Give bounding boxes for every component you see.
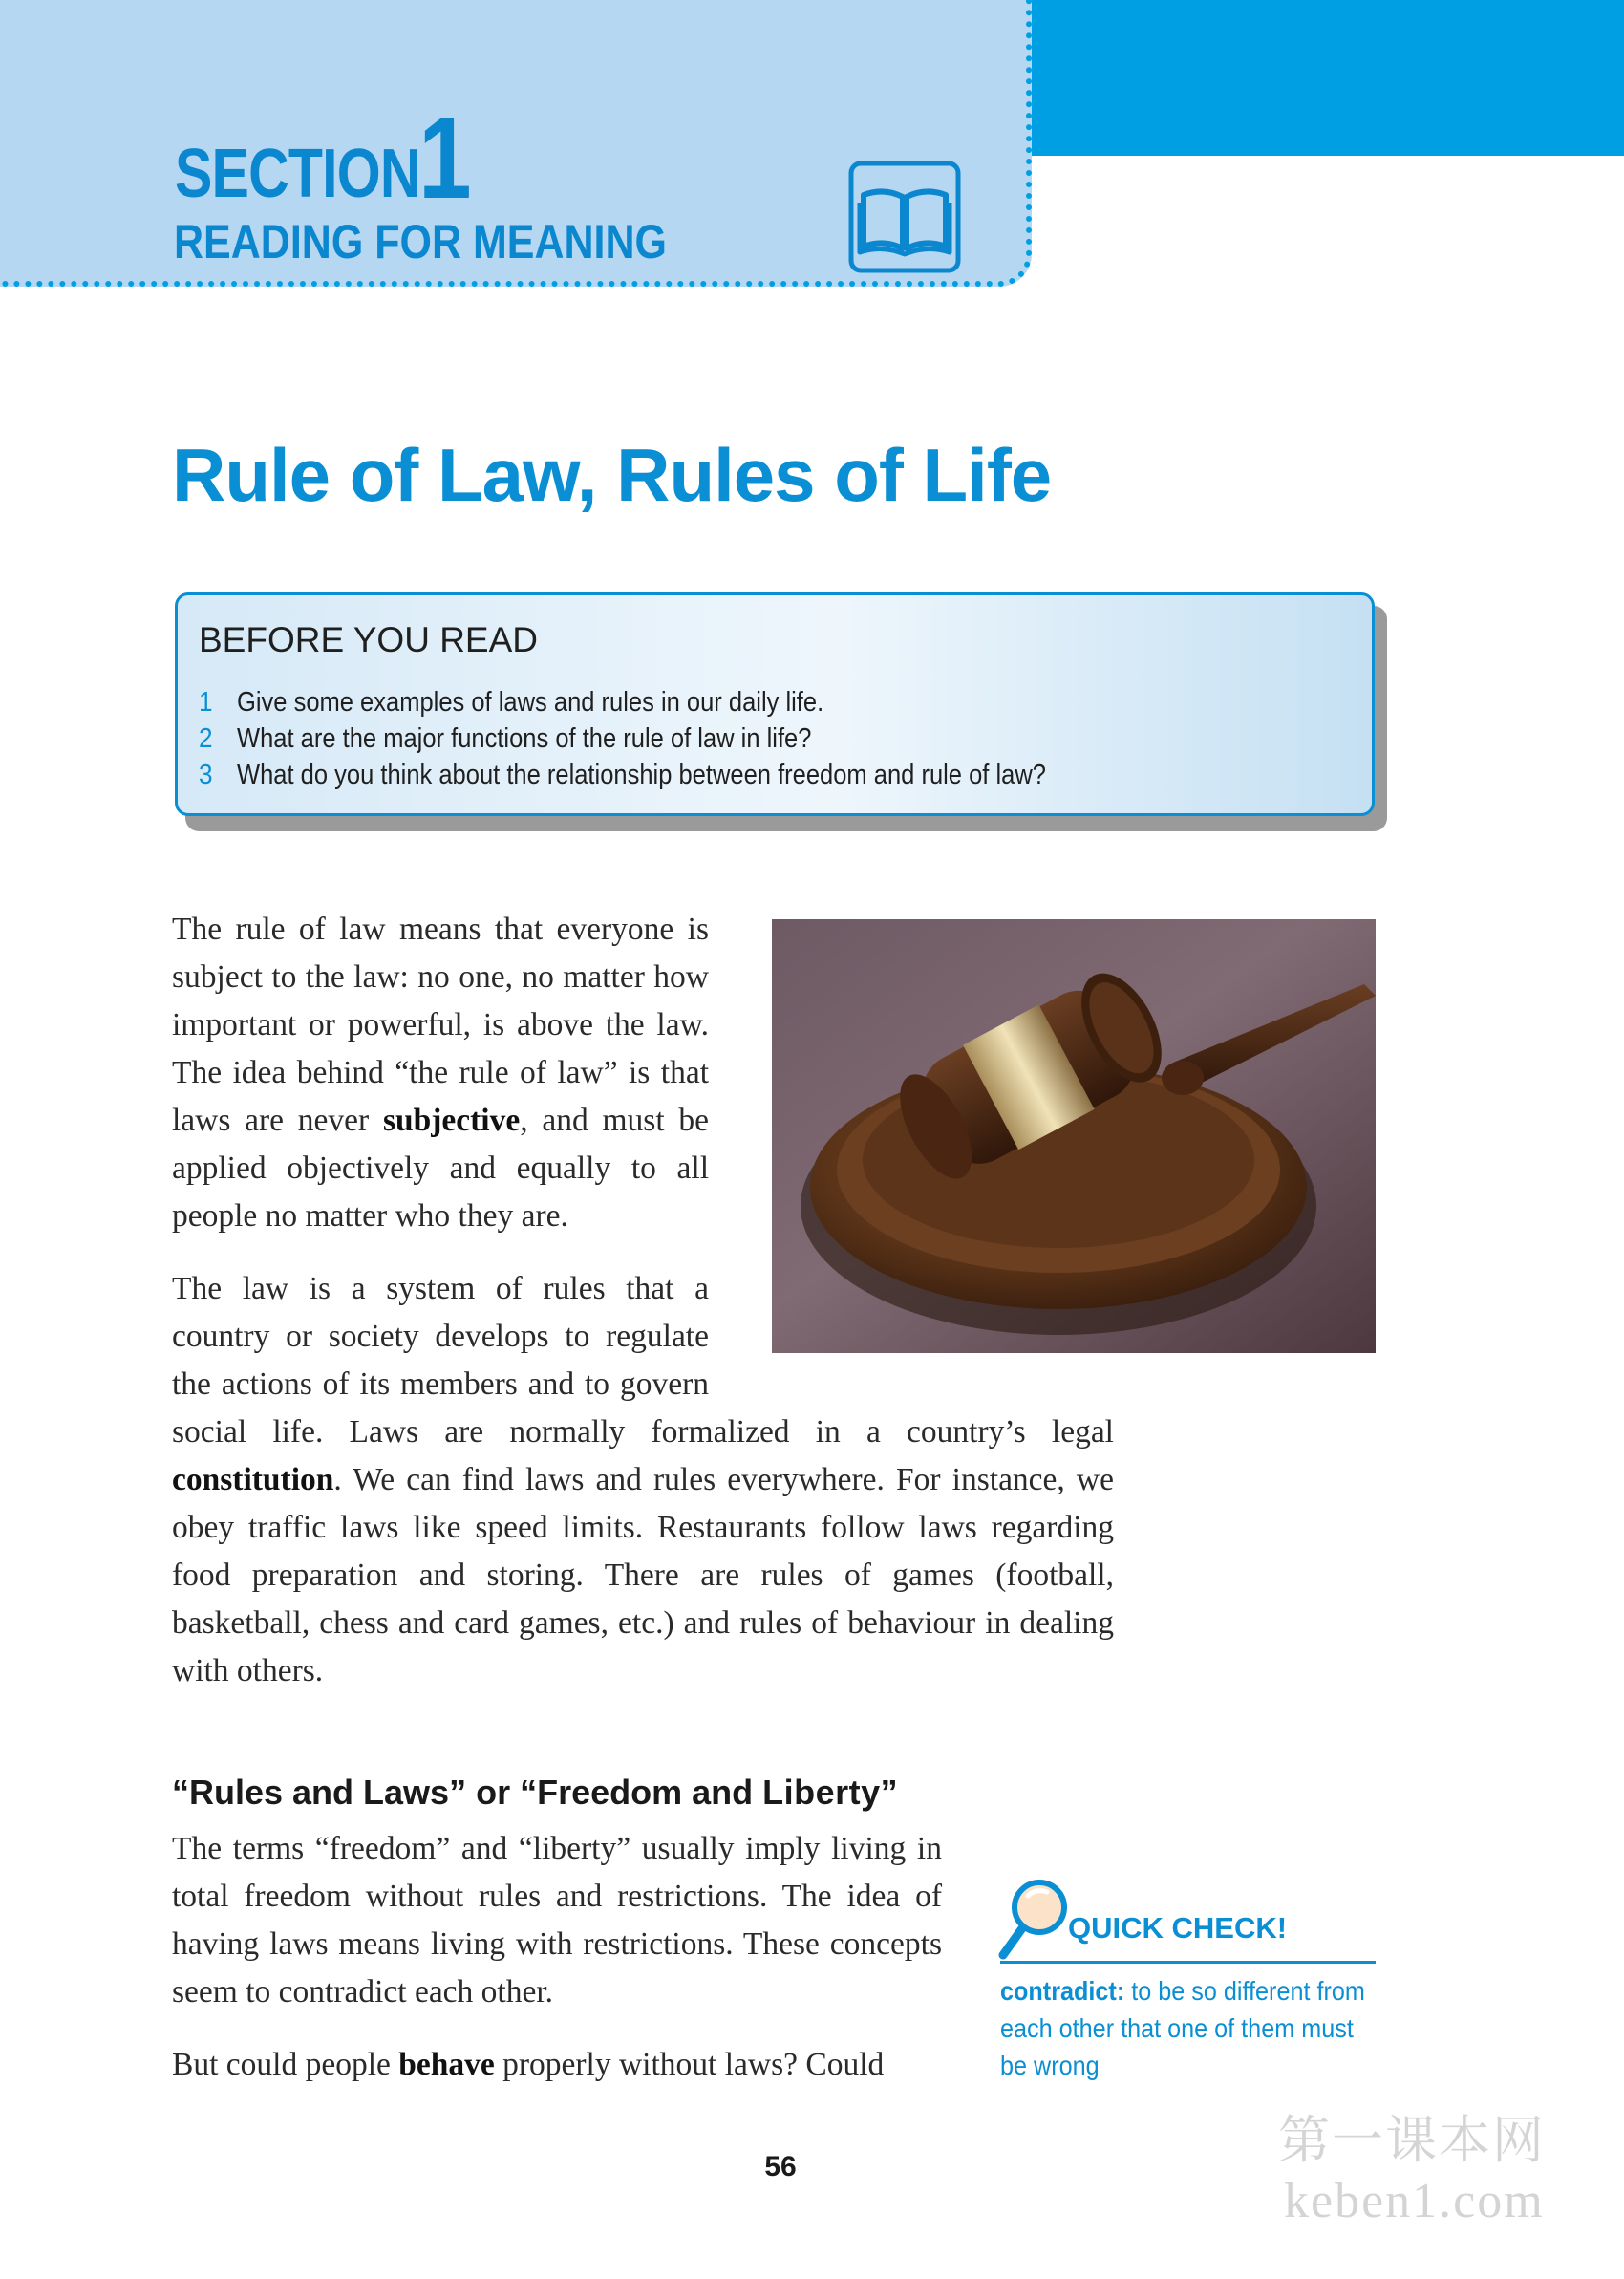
- vocab-term-constitution: constitution: [172, 1462, 334, 1497]
- paragraph-line: The law is a system of rules that a: [172, 1271, 709, 1306]
- paragraph-text: properly without laws? Could: [494, 2047, 885, 2082]
- question-text: Give some examples of laws and rules in our daily life.: [237, 686, 824, 718]
- paragraph-line: the actions of its members and to govern: [172, 1366, 709, 1402]
- section-label: SECTION: [175, 136, 420, 212]
- question-text: What do you think about the relationship between freedom and rule of law?: [237, 759, 1046, 790]
- body-paragraph: [172, 1265, 1114, 1695]
- vocab-term-subjective: subjective: [382, 1103, 521, 1138]
- question-text: What are the major functions of the rule of law in life?: [237, 722, 812, 754]
- section-subtitle: READING FOR MEANING: [174, 215, 667, 269]
- quick-check-term: contradict:: [1000, 1976, 1125, 2006]
- vocab-term-liberty: Liberty: [762, 1773, 881, 1812]
- page-title: Rule of Law, Rules of Life: [172, 433, 1052, 517]
- body-paragraph: [172, 2041, 942, 2089]
- paragraph-line: country or society develops to regulate: [172, 1319, 709, 1354]
- magnifier-icon: [997, 1877, 1070, 1961]
- question-item: [199, 720, 1156, 757]
- page-number: 56: [764, 2151, 797, 2182]
- before-you-read-questions: [199, 684, 1156, 793]
- paragraph-text: , and must be applied objectively and equally to all people no matter who they are.: [172, 1103, 709, 1234]
- subheading-text: “Rules and Laws” or “Freedom and: [172, 1773, 763, 1812]
- paragraph-text: But could people: [172, 2047, 399, 2082]
- header-band: [1032, 0, 1624, 156]
- section-subheading: [172, 1772, 898, 1814]
- quick-check-divider: [1000, 1961, 1376, 1964]
- paragraph-text: . We can find laws and rules everywhere. For instance, we obey traffic laws like speed limits. Restaurants follow laws regarding food preparation and storing. There are rules of games (football, basketball, chess and card games, etc.) and rules of behaviour in dealing with others.: [172, 1462, 1114, 1688]
- watermark-url: keben1.com: [1284, 2174, 1545, 2228]
- question-item: [199, 684, 1156, 720]
- section-number: 1: [418, 93, 472, 223]
- body-paragraph: [172, 906, 709, 1240]
- paragraph-text: The rule of law means that everyone is subject to the law: no one, no matter how important or powerful, is above the law. The idea behind “the rule of law” is that laws are never: [172, 912, 709, 1138]
- quick-check-title: QUICK CHECK!: [1068, 1911, 1288, 1945]
- quick-check-definition-text: to be so different from each other that one of them must be wrong: [1000, 1976, 1365, 2080]
- body-paragraph: The terms “freedom” and “liberty” usually imply living in total freedom without rules and restrictions. The idea of having laws means living with restrictions. These concepts seem to contradict each other.: [172, 1831, 942, 2010]
- paragraph-text: social life. Laws are normally formalized in a country’s legal: [172, 1414, 1114, 1450]
- watermark-chinese: 第一课本网: [1278, 2110, 1546, 2170]
- quick-check-definition: [1000, 1972, 1370, 2084]
- open-book-icon: [848, 161, 961, 273]
- question-number: 2: [199, 722, 213, 754]
- question-number: 3: [199, 759, 213, 790]
- vocab-term-behave: behave: [398, 2047, 495, 2082]
- question-item: [199, 757, 1156, 793]
- subheading-text: ”: [880, 1773, 898, 1812]
- question-number: 1: [199, 686, 213, 718]
- before-you-read-heading: BEFORE YOU READ: [199, 620, 539, 659]
